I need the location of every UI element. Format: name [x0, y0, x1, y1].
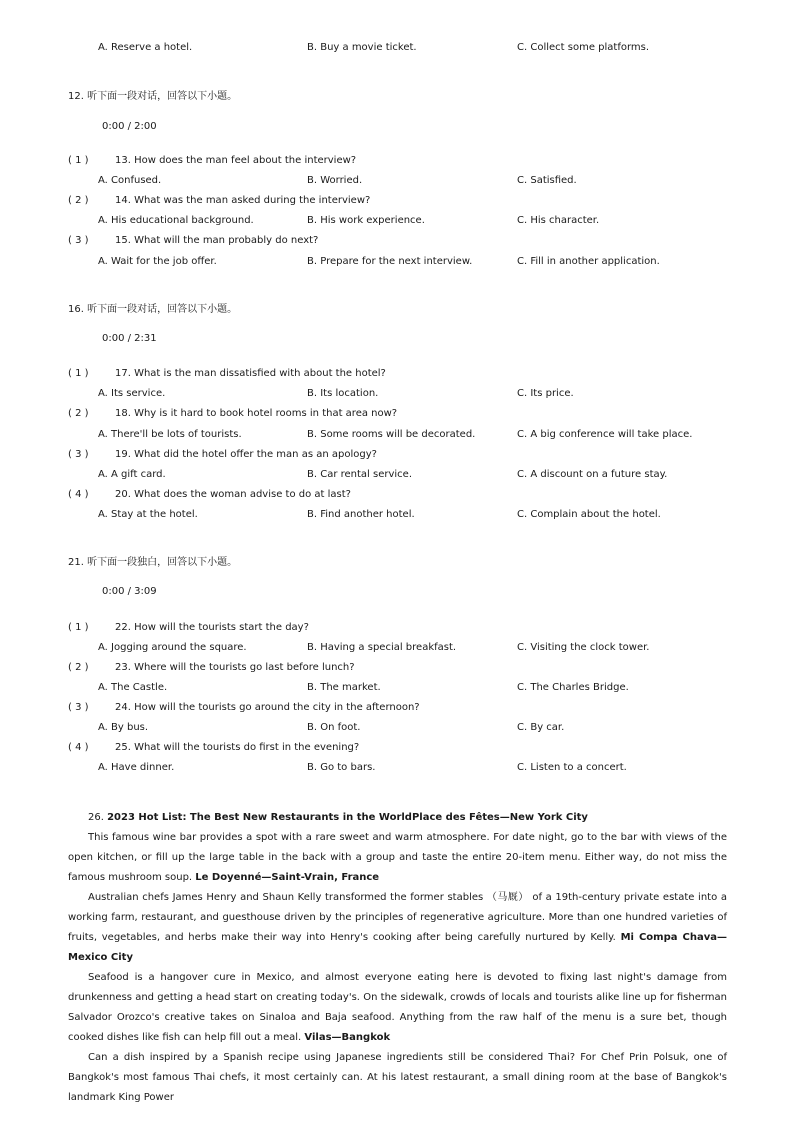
question-number: ( 3 )	[68, 449, 89, 460]
option-b[interactable]: B. Having a special breakfast.	[307, 642, 457, 653]
question-text: 19. What did the hotel offer the man as an apology?	[115, 449, 377, 460]
option-b[interactable]: B. Find another hotel.	[307, 509, 415, 520]
passage-title-line	[68, 808, 727, 828]
option-a[interactable]: A. By bus.	[98, 722, 149, 733]
passage-paragraph-3	[68, 968, 727, 1048]
option-a[interactable]: A. The Castle.	[98, 682, 168, 693]
question-number: ( 3 )	[68, 235, 89, 246]
question-18	[68, 406, 397, 422]
question-13	[68, 153, 356, 169]
question-text: 25. What will the tourists do first in the evening?	[115, 742, 360, 753]
question-number: ( 1 )	[68, 155, 89, 166]
question-14	[68, 193, 370, 209]
option-b[interactable]: B. Prepare for the next interview.	[307, 256, 473, 267]
passage-paragraph-1	[68, 828, 727, 888]
option-b[interactable]: B. His work experience.	[307, 215, 425, 226]
question-23	[68, 660, 355, 676]
option-c[interactable]: C. Its price.	[517, 388, 574, 399]
option-row-13	[0, 173, 794, 189]
question-19	[68, 447, 377, 463]
option-c[interactable]: C. Complain about the hotel.	[517, 509, 661, 520]
restaurant-heading-4: Vilas—Bangkok	[304, 1032, 391, 1043]
option-row-14	[0, 213, 794, 229]
option-a[interactable]: A. Reserve a hotel.	[98, 42, 193, 53]
restaurant-heading-3: Mi Compa Chava—Mexico City	[68, 932, 727, 963]
option-row-22	[0, 640, 794, 656]
option-row-19	[0, 467, 794, 483]
section-12-heading: 12. 听下面一段对话，回答以下小题。	[68, 91, 238, 102]
option-c[interactable]: C. Listen to a concert.	[517, 762, 627, 773]
question-number: ( 2 )	[68, 662, 89, 673]
option-row-23	[0, 680, 794, 696]
option-b[interactable]: B. Buy a movie ticket.	[307, 42, 417, 53]
option-a[interactable]: A. Wait for the job offer.	[98, 256, 217, 267]
passage-paragraph-4	[68, 1048, 727, 1108]
option-a[interactable]: A. Stay at the hotel.	[98, 509, 198, 520]
option-c[interactable]: C. Collect some platforms.	[517, 42, 650, 53]
option-c[interactable]: C. The Charles Bridge.	[517, 682, 629, 693]
option-row-20	[0, 507, 794, 523]
option-c[interactable]: C. A discount on a future stay.	[517, 469, 668, 480]
option-b[interactable]: B. The market.	[307, 682, 381, 693]
section-21-heading: 21. 听下面一段独白，回答以下小题。	[68, 557, 238, 568]
question-number: ( 4 )	[68, 742, 89, 753]
option-row-18	[0, 427, 794, 443]
question-number: ( 4 )	[68, 489, 89, 500]
question-number: ( 3 )	[68, 702, 89, 713]
question-17	[68, 366, 386, 382]
question-text: 17. What is the man dissatisfied with about the hotel?	[115, 368, 386, 379]
question-text: 20. What does the woman advise to do at last?	[115, 489, 351, 500]
option-row-24	[0, 720, 794, 736]
option-b[interactable]: B. Car rental service.	[307, 469, 413, 480]
passage-paragraph-2	[68, 888, 727, 968]
paragraph-text: Australian chefs James Henry and Shaun Kelly transformed the former stables （马厩） of a 19th-century private estate into a working farm, restaurant, and guesthouse driven by the principles of regenerative agriculture. More than one hundred varieties of fruits, vegetables, and herbs make their way into Henry's cooking after being carefully nurtured by Kelly.	[68, 892, 727, 943]
question-text: 23. Where will the tourists go last before lunch?	[115, 662, 355, 673]
paragraph-text: Seafood is a hangover cure in Mexico, and almost everyone eating here is devoted to fixing last night's damage from drunkenness and getting a head start on creating today's. On the sidewalk, crowds of locals and tourists alike line up for fisherman Salvador Orozco's creative takes on Sinaloa and Baja seafood. Anything from the raw half of the menu is a sure bet, though cooked dishes like fish can help fill out a meal.	[68, 972, 727, 1043]
question-number: ( 2 )	[68, 195, 89, 206]
option-a[interactable]: A. Confused.	[98, 175, 162, 186]
question-text: 13. How does the man feel about the interview?	[115, 155, 357, 166]
option-b[interactable]: B. Worried.	[307, 175, 363, 186]
option-a[interactable]: A. His educational background.	[98, 215, 254, 226]
option-c[interactable]: C. Satisfied.	[517, 175, 577, 186]
question-text: 24. How will the tourists go around the city in the afternoon?	[115, 702, 420, 713]
question-20	[68, 487, 351, 503]
option-row-q11	[0, 40, 794, 56]
option-c[interactable]: C. His character.	[517, 215, 600, 226]
option-b[interactable]: B. Go to bars.	[307, 762, 376, 773]
question-text: 22. How will the tourists start the day?	[115, 622, 309, 633]
option-row-15	[0, 254, 794, 270]
question-text: 15. What will the man probably do next?	[115, 235, 319, 246]
option-a[interactable]: A. A gift card.	[98, 469, 166, 480]
option-c[interactable]: C. By car.	[517, 722, 565, 733]
question-text: 14. What was the man asked during the interview?	[115, 195, 371, 206]
reading-passage-26	[68, 808, 727, 1108]
question-25	[68, 740, 359, 756]
audio-player-12[interactable]: 0:00 / 2:00	[102, 121, 157, 132]
passage-title: 2023 Hot List: The Best New Restaurants in the WorldPlace des Fêtes—New York City	[107, 812, 588, 823]
option-a[interactable]: A. Jogging around the square.	[98, 642, 247, 653]
question-15	[68, 233, 318, 249]
option-row-25	[0, 760, 794, 776]
option-a[interactable]: A. There'll be lots of tourists.	[98, 429, 242, 440]
option-b[interactable]: B. Some rooms will be decorated.	[307, 429, 476, 440]
paragraph-text: This famous wine bar provides a spot with a rare sweet and warm atmosphere. For date night, go to the bar with views of the open kitchen, or fill up the large table in the back with a group and taste the entire 20-item menu. Either way, do not miss the famous mushroom soup.	[68, 832, 727, 883]
option-c[interactable]: C. Fill in another application.	[517, 256, 660, 267]
question-text: 18. Why is it hard to book hotel rooms in that area now?	[115, 408, 398, 419]
section-16-heading: 16. 听下面一段对话，回答以下小题。	[68, 304, 238, 315]
option-b[interactable]: B. On foot.	[307, 722, 361, 733]
passage-number: 26.	[88, 812, 104, 823]
question-number: ( 1 )	[68, 368, 89, 379]
question-number: ( 2 )	[68, 408, 89, 419]
option-a[interactable]: A. Have dinner.	[98, 762, 175, 773]
option-a[interactable]: A. Its service.	[98, 388, 166, 399]
option-c[interactable]: C. Visiting the clock tower.	[517, 642, 650, 653]
question-number: ( 1 )	[68, 622, 89, 633]
option-b[interactable]: B. Its location.	[307, 388, 379, 399]
paragraph-text: Can a dish inspired by a Spanish recipe using Japanese ingredients still be considered Thai? For Chef Prin Polsuk, one of Bangkok's most famous Thai chefs, it most certainly can. At his latest restaurant, a small dining room at the base of Bangkok's landmark King Power	[68, 1052, 727, 1103]
option-c[interactable]: C. A big conference will take place.	[517, 429, 693, 440]
audio-player-21[interactable]: 0:00 / 3:09	[102, 586, 157, 597]
question-22	[68, 620, 309, 636]
question-24	[68, 700, 420, 716]
restaurant-heading-2: Le Doyenné—Saint-Vrain, France	[195, 872, 380, 883]
option-row-17	[0, 386, 794, 402]
audio-player-16[interactable]: 0:00 / 2:31	[102, 333, 157, 344]
